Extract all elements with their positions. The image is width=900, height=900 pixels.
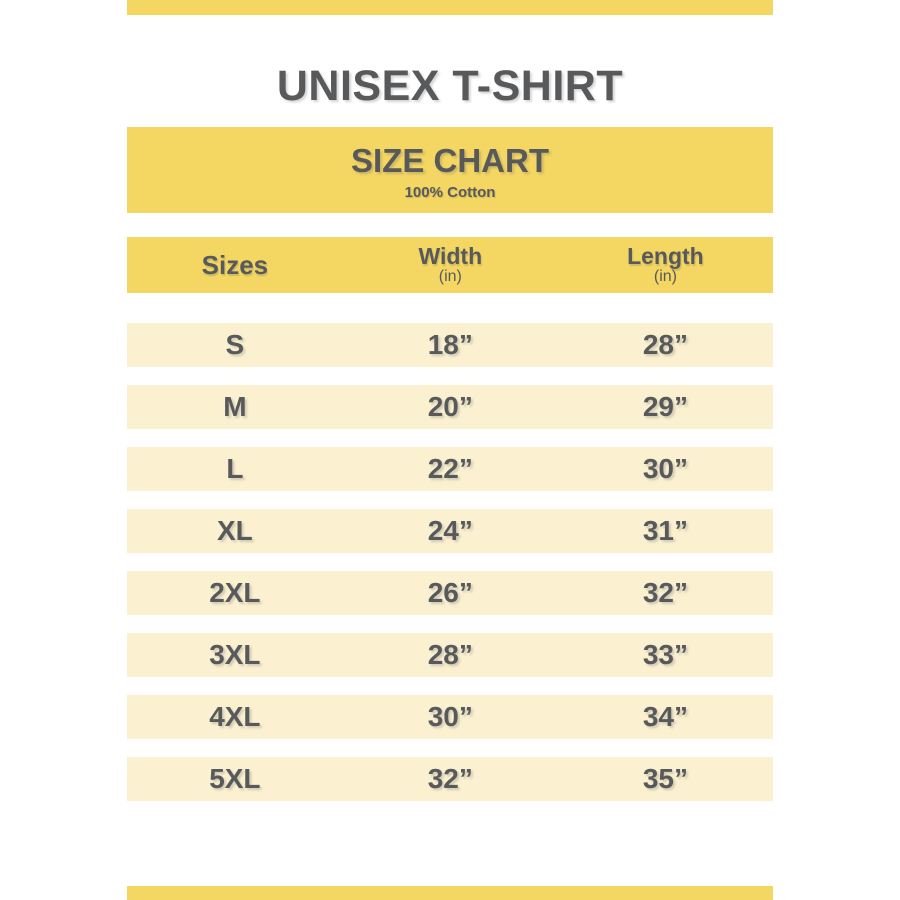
header-length-unit: (in) bbox=[653, 268, 677, 285]
length-cell: 31” bbox=[642, 515, 688, 546]
size-cell: M bbox=[223, 391, 247, 422]
table-row bbox=[127, 509, 773, 553]
width-cell: 24” bbox=[427, 515, 473, 546]
table-row bbox=[127, 695, 773, 739]
width-cell: 22” bbox=[427, 453, 473, 484]
table-header-row bbox=[127, 237, 773, 293]
header-width-label: Width bbox=[418, 243, 483, 269]
size-cell: L bbox=[226, 453, 244, 484]
header-width bbox=[343, 244, 558, 286]
size-cell: 2XL bbox=[209, 577, 261, 608]
header-length bbox=[558, 244, 773, 286]
length-cell: 32” bbox=[642, 577, 688, 608]
table-row bbox=[127, 757, 773, 801]
table-row bbox=[127, 571, 773, 615]
top-band bbox=[127, 0, 773, 15]
size-chart-banner bbox=[127, 127, 773, 213]
width-cell: 32” bbox=[427, 763, 473, 794]
header-width-unit: (in) bbox=[438, 268, 462, 285]
size-table bbox=[127, 323, 773, 801]
table-row bbox=[127, 447, 773, 491]
length-cell: 29” bbox=[642, 391, 688, 422]
length-cell: 28” bbox=[642, 329, 688, 360]
bottom-band bbox=[127, 886, 773, 900]
width-cell: 28” bbox=[427, 639, 473, 670]
width-cell: 30” bbox=[427, 701, 473, 732]
width-cell: 18” bbox=[427, 329, 473, 360]
banner-subheading: 100% Cotton bbox=[404, 183, 496, 201]
size-cell: 5XL bbox=[209, 763, 261, 794]
header-sizes-label: Sizes bbox=[201, 249, 269, 280]
width-cell: 20” bbox=[427, 391, 473, 422]
length-cell: 30” bbox=[642, 453, 688, 484]
header-length-label: Length bbox=[627, 243, 704, 269]
header-sizes bbox=[127, 250, 343, 281]
length-cell: 33” bbox=[642, 639, 688, 670]
table-row bbox=[127, 385, 773, 429]
width-cell: 26” bbox=[427, 577, 473, 608]
size-cell: XL bbox=[216, 515, 253, 546]
table-row bbox=[127, 633, 773, 677]
length-cell: 34” bbox=[642, 701, 688, 732]
size-cell: S bbox=[225, 329, 245, 360]
size-cell: 4XL bbox=[209, 701, 261, 732]
banner-heading: SIZE CHART bbox=[351, 141, 549, 179]
length-cell: 35” bbox=[642, 763, 688, 794]
size-cell: 3XL bbox=[209, 639, 261, 670]
page-title: UNISEX T-SHIRT bbox=[276, 62, 624, 110]
table-row bbox=[127, 323, 773, 367]
